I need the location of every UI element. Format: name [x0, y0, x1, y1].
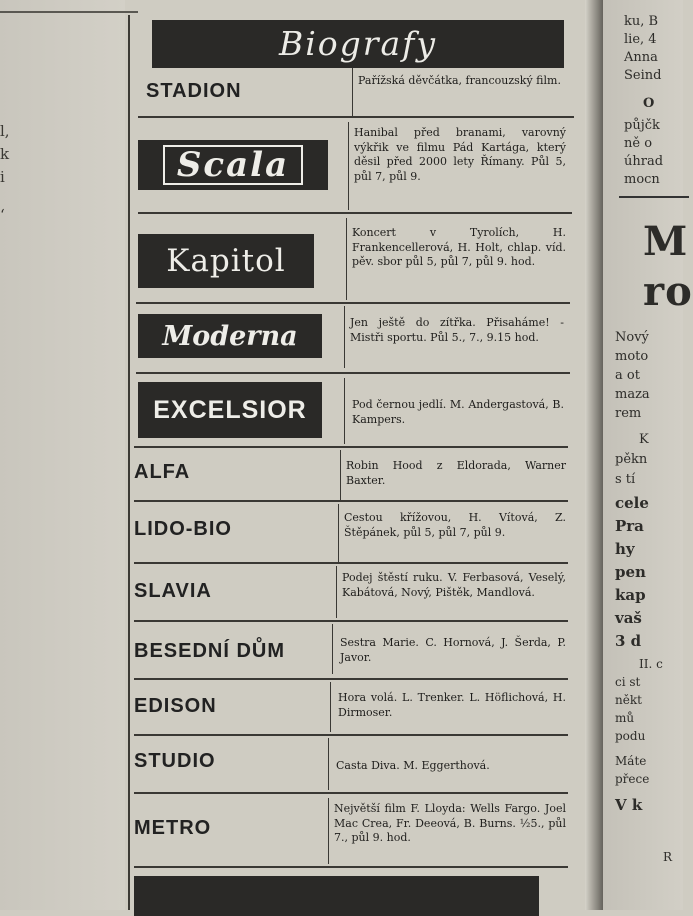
- right-line-23: vaš: [615, 609, 642, 627]
- cinema-name-edison: EDISON: [134, 695, 217, 717]
- right-line-33: R: [663, 850, 673, 864]
- right-line-3: Anna: [624, 50, 658, 65]
- right-page-fragment: [603, 0, 693, 910]
- row-separator-3: [136, 302, 570, 304]
- cinema-name-moderna: Moderna: [162, 320, 298, 352]
- cinema-name-metro: METRO: [134, 817, 212, 839]
- right-line-16: pěkn: [615, 452, 648, 467]
- right-line-25: II. c: [639, 657, 663, 671]
- right-line-21: pen: [615, 563, 646, 581]
- cinema-program-excelsior: Pod černou jedlí. M. Andergastová, B. Kampers.: [352, 398, 564, 426]
- right-line-29: podu: [615, 729, 646, 743]
- column-divider-8: [336, 566, 337, 618]
- right-line-10: Nový: [615, 330, 649, 345]
- row-separator-7: [134, 562, 568, 564]
- column-divider-12: [328, 798, 329, 864]
- right-line-12: a ot: [615, 368, 640, 383]
- column-divider-3: [346, 218, 347, 300]
- right-line-1: ku, B: [624, 14, 659, 29]
- left-fragment-4: ‘: [0, 206, 5, 224]
- column-divider-6: [340, 450, 341, 500]
- column-divider: [128, 15, 130, 910]
- right-line-26: ci st: [615, 675, 641, 689]
- column-divider-5: [344, 378, 345, 444]
- cinema-logo-scala: [138, 140, 328, 190]
- right-line-13: maza: [615, 387, 650, 402]
- next-section-banner: [134, 876, 539, 916]
- cinema-program-moderna: Jen ještě do zítřka. Přisaháme! - Mistři sportu. Půl 5., 7., 9.15 hod.: [350, 316, 564, 344]
- right-line-11: moto: [615, 349, 649, 364]
- row-separator-4: [136, 372, 570, 374]
- left-page-fragment: [0, 0, 125, 910]
- cinema-listing-column: [134, 0, 585, 910]
- right-line-8: úhrad: [624, 154, 664, 169]
- column-divider-2: [348, 122, 349, 210]
- right-line-2: lie, 4: [624, 32, 657, 47]
- row-separator-10: [134, 734, 568, 736]
- right-line-30: Máte: [615, 754, 647, 768]
- row-separator-1: [138, 116, 574, 118]
- column-divider-7: [338, 504, 339, 562]
- right-line-31: přece: [615, 772, 650, 786]
- top-rule: [0, 11, 138, 13]
- right-line-7: ně o: [624, 136, 653, 151]
- row-separator-6: [134, 500, 568, 502]
- column-divider-4: [344, 306, 345, 368]
- right-line-5: O: [643, 96, 655, 111]
- cinema-name-scala: Scala: [176, 145, 290, 185]
- right-line-18: cele: [615, 494, 649, 512]
- right-headline-2: ro: [643, 268, 693, 315]
- right-line-17: s tí: [615, 472, 636, 487]
- right-line-24: 3 d: [615, 632, 642, 650]
- row-separator-9: [134, 678, 568, 680]
- cinema-logo-kapitol: [138, 234, 314, 288]
- cinema-name-slavia: SLAVIA: [134, 580, 212, 602]
- cinema-program-kapitol: Koncert v Tyrolích, H. Frankencellerová, H. Holt, chlap. víd. pěv. sbor půl 5, půl 7, půl 9. hod.: [352, 226, 566, 268]
- cinema-logo-excelsior: [138, 382, 322, 438]
- column-divider-11: [328, 738, 329, 790]
- cinema-program-stadion: Pařížská děvčátka, francouzský film.: [358, 74, 561, 87]
- right-line-15: K: [639, 432, 649, 447]
- cinema-name-stadion: STADION: [146, 80, 242, 102]
- right-line-9: mocn: [624, 172, 660, 187]
- cinema-name-alfa: ALFA: [134, 461, 191, 483]
- row-separator-12: [134, 866, 568, 868]
- cinema-name-lido-bio: LIDO-BIO: [134, 518, 232, 540]
- cinema-logo-moderna: [138, 314, 322, 358]
- column-divider-10: [330, 682, 331, 732]
- cinema-program-slavia: Podej štěstí ruku. V. Ferbasová, Veselý, Kabátová, Nový, Pištěk, Mandlová.: [342, 571, 566, 599]
- section-header-banner: Biografy: [152, 20, 564, 68]
- cinema-program-studio: Casta Diva. M. Eggerthová.: [336, 759, 490, 772]
- right-line-27: někt: [615, 693, 642, 707]
- right-line-19: Pra: [615, 517, 644, 535]
- cinema-program-edison: Hora volá. L. Trenker. L. Höflichová, H. Dirmoser.: [338, 691, 566, 719]
- row-separator-5: [134, 446, 568, 448]
- right-rule: [619, 196, 689, 198]
- right-line-20: hy: [615, 540, 635, 558]
- left-fragment-2: k: [0, 145, 10, 163]
- cinema-program-scala: Hanibal před branami, varovný výkřik ve filmu Pád Kartága, který děsil před 2000 lety Římany. Půl 5, půl 7, půl 9.: [354, 126, 566, 183]
- right-line-22: kap: [615, 586, 646, 604]
- row-separator-11: [134, 792, 568, 794]
- column-divider-9: [332, 624, 333, 674]
- right-headline-1: M: [643, 218, 689, 265]
- cinema-name-besedni-dum: BESEDNÍ DŮM: [134, 640, 286, 662]
- cinema-program-besedni-dum: Sestra Marie. C. Hornová, J. Šerda, P. Javor.: [340, 636, 566, 664]
- right-line-28: mů: [615, 711, 635, 725]
- right-line-14: rem: [615, 406, 642, 421]
- left-fragment-1: l,: [0, 122, 10, 140]
- right-line-32: V k: [615, 796, 643, 814]
- cinema-program-alfa: Robin Hood z Eldorada, Warner Baxter.: [346, 459, 566, 487]
- cinema-name-studio: STUDIO: [134, 750, 216, 772]
- left-fragment-3: i: [0, 168, 5, 186]
- cinema-name-excelsior: EXCELSIOR: [153, 395, 307, 424]
- cinema-name-kapitol: Kapitol: [166, 243, 286, 279]
- column-divider-1: [352, 68, 353, 116]
- row-separator-2: [138, 212, 572, 214]
- cinema-program-lido-bio: Cestou křížovou, H. Vítová, Z. Štěpánek, půl 5, půl 7, půl 9.: [344, 511, 566, 539]
- row-separator-8: [134, 620, 568, 622]
- right-line-4: Seind: [624, 68, 662, 83]
- right-line-6: půjčk: [624, 118, 660, 133]
- cinema-program-metro: Největší film F. Lloyda: Wells Fargo. Joel Mac Crea, Fr. Deeová, B. Burns. ½5., půl 7., půl 9. hod.: [334, 802, 566, 844]
